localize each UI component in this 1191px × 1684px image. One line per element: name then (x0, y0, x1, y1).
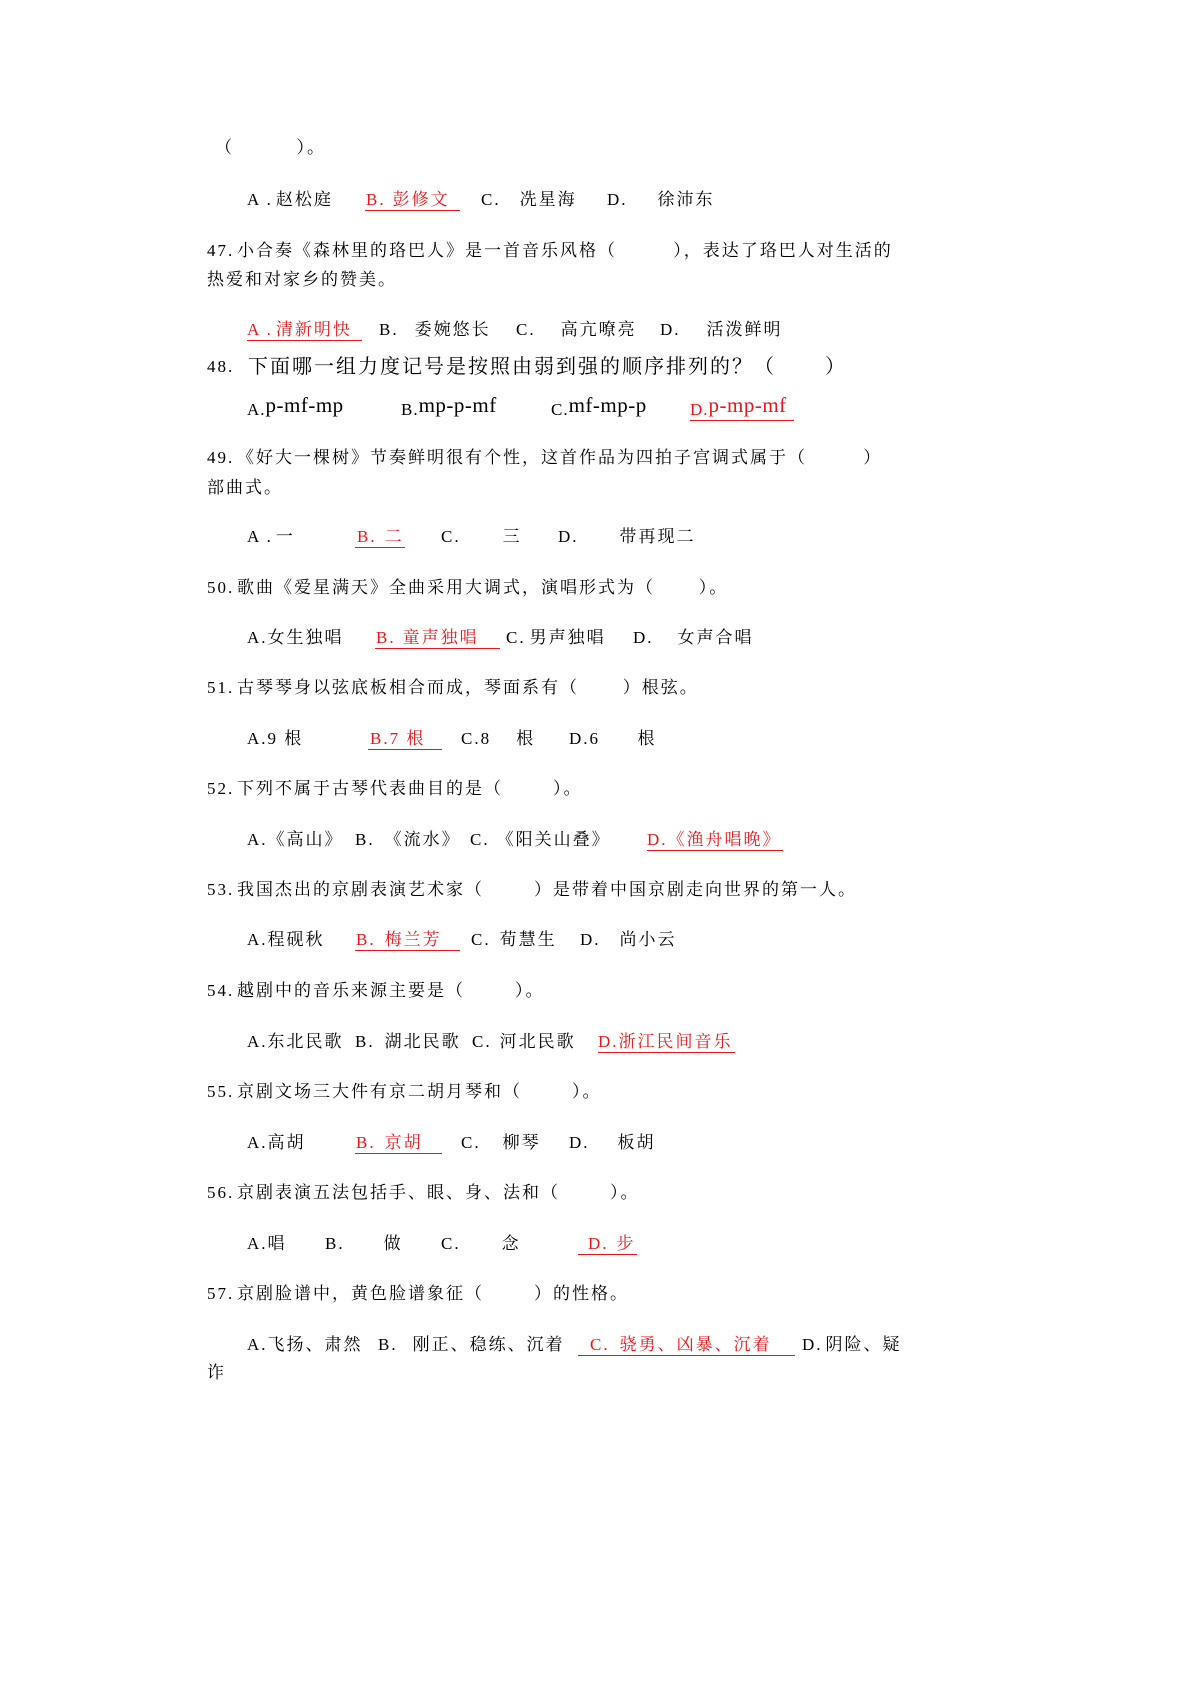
option-text: 高胡 (267, 1133, 306, 1152)
options-row (0, 190, 1191, 210)
option-c (551, 392, 647, 420)
option-c (471, 930, 557, 950)
option-text: 河北民歌 (499, 1032, 576, 1051)
question-text: 我国杰出的京剧表演艺术家（ ）是带着中国京剧走向世界的第一人。 (237, 880, 857, 899)
option-text: 二 (384, 527, 404, 546)
option-label: D. (588, 1234, 609, 1253)
option-label: C. (441, 527, 461, 546)
option-text: 彭修文 (392, 190, 450, 209)
options-row (0, 1032, 1191, 1052)
question-text: 下面哪一组力度记号是按照由弱到强的顺序排列的？（ ） (248, 356, 847, 378)
question-text: 京剧表演五法包括手、眼、身、法和（ ）。 (237, 1183, 640, 1202)
option-label: C. (516, 320, 536, 339)
option-b-marked (355, 1133, 442, 1154)
question-number: 53. (207, 880, 235, 899)
option-c (461, 729, 535, 749)
option-d (580, 930, 677, 950)
option-b-marked (355, 527, 405, 548)
question-number: 57. (207, 1284, 235, 1303)
options-row (0, 392, 1191, 418)
option-text: 阴险、疑 (825, 1335, 902, 1354)
option-label: C. (481, 190, 501, 209)
option-text: 《阳关山叠》 (496, 830, 611, 849)
option-text: 带再现二 (619, 527, 696, 546)
option-text: 骁勇、凶暴、沉着 (619, 1335, 772, 1354)
option-text: 《流水》 (384, 830, 461, 849)
option-label: A . (247, 320, 273, 339)
option-label: B. (355, 830, 375, 849)
question-text: 古琴琴身以弦底板相合而成，琴面系有（ ）根弦。 (237, 678, 699, 697)
option-text: 浙江民间音乐 (618, 1032, 733, 1051)
option-text: 板胡 (617, 1133, 656, 1152)
option-label: D. (569, 729, 590, 748)
option-text: mf-mp-p (568, 393, 647, 417)
option-a (247, 729, 303, 749)
question-line (0, 478, 1191, 498)
option-c (441, 1234, 521, 1254)
option-label: B. (379, 320, 399, 339)
option-text: 步 (616, 1234, 636, 1253)
question-number: 56. (207, 1183, 235, 1202)
question-line (0, 355, 1191, 379)
question-number: 47. (207, 241, 235, 260)
options-row (0, 1133, 1191, 1153)
option-c-marked (578, 1335, 795, 1356)
option-text: 做 (383, 1234, 403, 1253)
option-text: 徐沛东 (657, 190, 715, 209)
question-line (0, 270, 1191, 290)
option-label: A . (247, 527, 273, 546)
option-text: 念 (501, 1234, 521, 1253)
options-row (0, 527, 1191, 547)
option-text: 冼星海 (519, 190, 577, 209)
option-label: C. (461, 1133, 481, 1152)
option-text: 湖北民歌 (384, 1032, 461, 1051)
option-text: 刚正、稳练、沉着 (412, 1335, 565, 1354)
question-text: 京剧脸谱中，黄色脸谱象征（ ）的性格。 (237, 1284, 629, 1303)
option-label: A . (247, 190, 273, 209)
option-label: C. (471, 930, 491, 949)
option-c (441, 527, 522, 547)
option-b-marked (355, 930, 460, 951)
options-row (0, 1234, 1191, 1254)
option-label: C. (472, 1032, 492, 1051)
question-line (0, 779, 1191, 799)
option-c (506, 628, 606, 648)
option-label: C. (461, 729, 481, 748)
option-d-marked (578, 1234, 637, 1255)
option-label: A. (247, 400, 266, 419)
option-text: 8 根 (480, 729, 536, 748)
option-text: 高亢嘹亮 (560, 320, 637, 339)
question-number: 51. (207, 678, 235, 697)
option-b (355, 1032, 461, 1052)
option-label: B. (376, 628, 396, 647)
question-number: 52. (207, 779, 235, 798)
question-line (0, 578, 1191, 598)
option-label: B. (356, 930, 376, 949)
option-text: 一 (275, 527, 295, 546)
question-line (0, 880, 1191, 900)
option-text: 柳琴 (502, 1133, 541, 1152)
option-label: D. (558, 527, 579, 546)
option-a (247, 1032, 344, 1052)
option-text: 童声独唱 (402, 628, 479, 647)
option-label: D. (690, 400, 709, 419)
option-a (247, 1234, 287, 1254)
option-label: A. (247, 1032, 268, 1051)
option-d (802, 1335, 902, 1355)
question-number: 48. (207, 357, 235, 376)
option-label: A. (247, 628, 268, 647)
option-label: D. (569, 1133, 590, 1152)
options-row (0, 1335, 1191, 1355)
option-d (569, 729, 657, 749)
option-text: 女生独唱 (267, 628, 344, 647)
option-b (379, 320, 491, 340)
option-b (325, 1234, 403, 1254)
option-label: D. (598, 1032, 619, 1051)
option-label: B. (378, 1335, 398, 1354)
option-a (247, 628, 344, 648)
question-text: 热爱和对家乡的赞美。 (207, 270, 397, 289)
option-text: 6 根 (589, 729, 657, 748)
option-label: C. (470, 830, 490, 849)
option-label: B. (325, 1234, 345, 1253)
option-label: D. (607, 190, 628, 209)
option-d-marked (690, 392, 794, 421)
option-c (470, 830, 611, 850)
question-number: 55. (207, 1082, 235, 1101)
options-row (0, 930, 1191, 950)
option-label: B. (370, 729, 390, 748)
option-label: A. (247, 1234, 268, 1253)
question-text: 部曲式。 (207, 478, 283, 497)
option-text: 男声独唱 (529, 628, 606, 647)
option-label: A. (247, 1335, 268, 1354)
option-text: 清新明快 (275, 320, 352, 339)
option-b (401, 392, 497, 420)
option-d-marked (598, 1032, 735, 1053)
options-row (0, 830, 1191, 850)
option-text: 程砚秋 (267, 930, 325, 949)
option-label: C. (551, 400, 569, 419)
option-text: mp-p-mf (418, 393, 497, 417)
question-line (0, 138, 1191, 158)
options-row (0, 729, 1191, 749)
option-text: 9 根 (267, 729, 304, 748)
option-b-marked (375, 628, 500, 649)
question-line (0, 678, 1191, 698)
option-text: 唱 (267, 1234, 287, 1253)
option-b-marked (368, 729, 442, 750)
option-text: 飞扬、肃然 (267, 1335, 363, 1354)
option-a (247, 190, 333, 210)
option-text-continuation: 诈 (207, 1363, 226, 1382)
option-label: B. (355, 1032, 375, 1051)
question-number: 49. (207, 448, 235, 467)
option-b (355, 830, 461, 850)
question-text: 越剧中的音乐来源主要是（ ）。 (237, 981, 545, 1000)
option-label: A. (247, 1133, 268, 1152)
question-line (0, 241, 1191, 261)
question-text: （ ）。 (215, 138, 326, 157)
option-a (247, 392, 344, 420)
question-line (0, 981, 1191, 1001)
option-label: B. (356, 1133, 376, 1152)
option-text: 7 根 (389, 729, 426, 748)
option-a (247, 527, 295, 547)
option-text: 《渔舟唱晚》 (667, 830, 782, 849)
option-text: 委婉悠长 (414, 320, 491, 339)
question-text: 歌曲《爱星满天》全曲采用大调式，演唱形式为（ ）。 (237, 578, 729, 597)
option-label: D. (580, 930, 601, 949)
question-text: 《好大一棵树》节奏鲜明很有个性，这首作品为四拍子宫调式属于（ ） (237, 448, 883, 467)
option-text: 《高山》 (267, 830, 344, 849)
question-line (0, 1183, 1191, 1203)
option-label: A. (247, 729, 268, 748)
option-c (461, 1133, 541, 1153)
option-text: 东北民歌 (267, 1032, 344, 1051)
option-b-marked (365, 190, 460, 211)
option-c (516, 320, 637, 340)
option-text: 京胡 (384, 1133, 423, 1152)
question-line (0, 448, 1191, 468)
option-label: A. (247, 830, 268, 849)
options-row-wrap (0, 1363, 1191, 1383)
option-text: p-mf-mp (265, 393, 344, 417)
option-text: 荀慧生 (499, 930, 557, 949)
option-d-marked (647, 830, 783, 851)
option-text: 赵松庭 (275, 190, 333, 209)
option-label: C. (506, 628, 526, 647)
option-d (558, 527, 696, 547)
option-label: B. (366, 190, 386, 209)
option-a-marked (247, 320, 362, 341)
option-d (660, 320, 783, 340)
option-label: C. (590, 1335, 610, 1354)
option-c (472, 1032, 576, 1052)
option-text: 女声合唱 (677, 628, 754, 647)
options-row (0, 628, 1191, 648)
option-text: 梅兰芳 (384, 930, 442, 949)
option-text: 三 (502, 527, 522, 546)
option-label: D. (802, 1335, 823, 1354)
options-row (0, 320, 1191, 340)
option-text: 活泼鲜明 (706, 320, 783, 339)
question-text: 下列不属于古琴代表曲目的是（ ）。 (237, 779, 583, 798)
question-number: 50. (207, 578, 235, 597)
option-d (633, 628, 754, 648)
question-line (0, 1082, 1191, 1102)
option-a (247, 1133, 306, 1153)
option-label: C. (441, 1234, 461, 1253)
option-d (607, 190, 715, 210)
question-text: 小合奏《森林里的珞巴人》是一首音乐风格（ ），表达了珞巴人对生活的 (237, 241, 893, 260)
option-a (247, 830, 344, 850)
question-number: 54. (207, 981, 235, 1000)
option-label: B. (401, 400, 419, 419)
option-text: p-mp-mf (708, 393, 787, 417)
option-text: 尚小云 (619, 930, 677, 949)
option-label: D. (660, 320, 681, 339)
question-text: 京剧文场三大件有京二胡月琴和（ ）。 (237, 1082, 602, 1101)
option-label: D. (647, 830, 668, 849)
option-a (247, 1335, 363, 1355)
question-line (0, 1284, 1191, 1304)
option-label: A. (247, 930, 268, 949)
option-d (569, 1133, 656, 1153)
option-b (378, 1335, 565, 1355)
option-label: B. (357, 527, 377, 546)
option-a (247, 930, 325, 950)
option-c (481, 190, 577, 210)
option-label: D. (633, 628, 654, 647)
